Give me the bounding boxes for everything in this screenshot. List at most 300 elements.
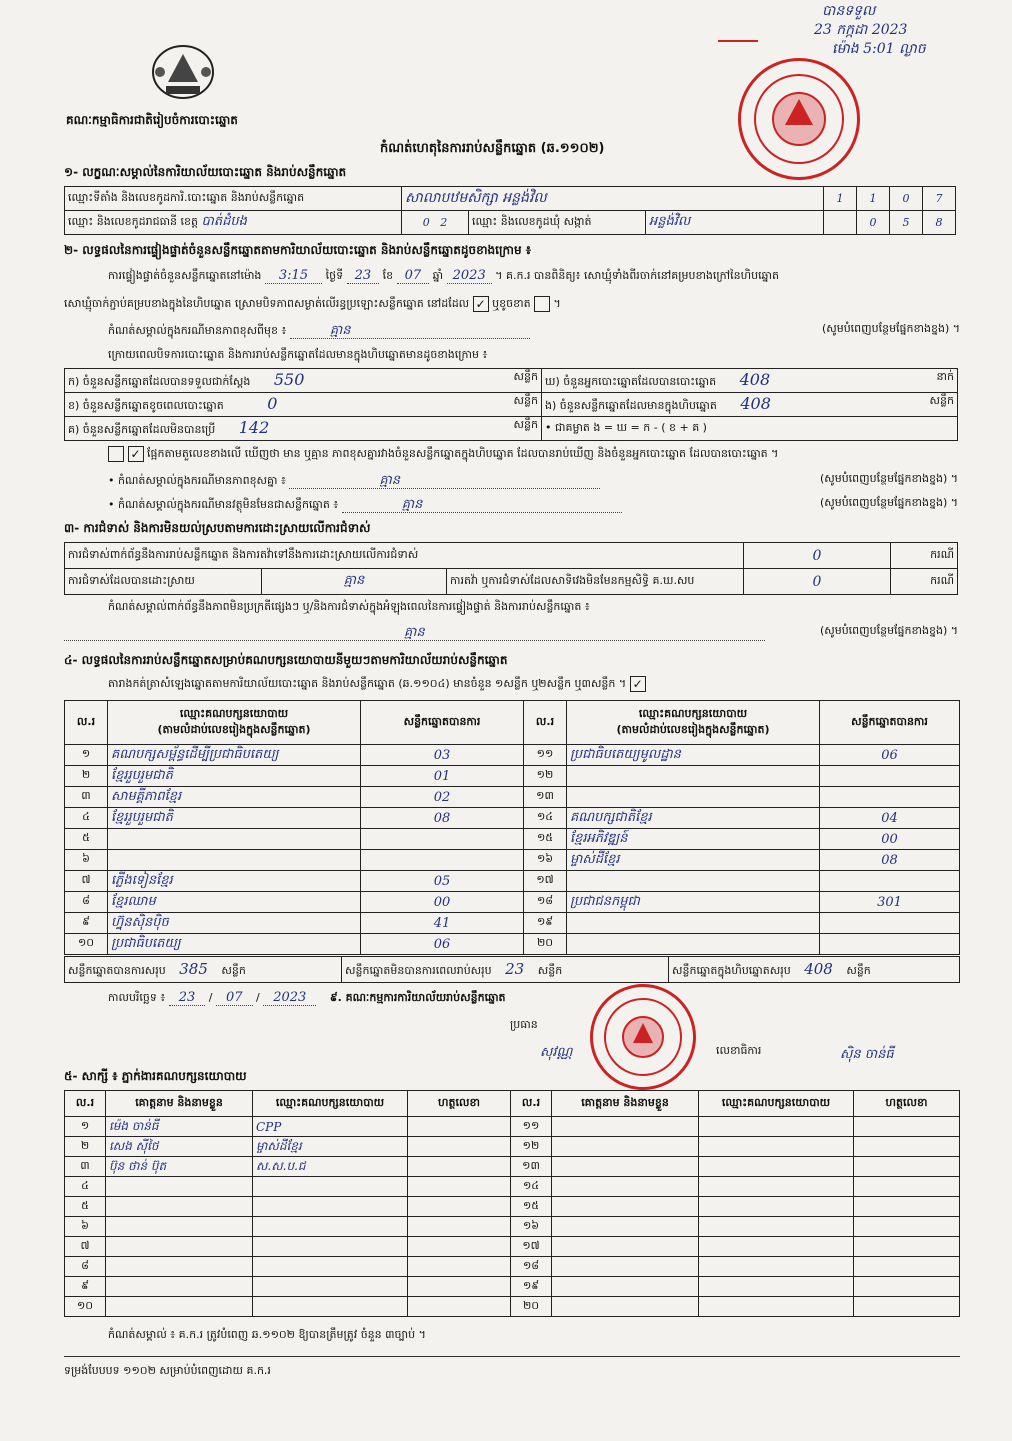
row2-code-digit: 2 [440,216,448,229]
bullet1-label: • កំណត់សម្គាល់ក្នុងករណីមានភាពខុសគ្នា ៖ [108,474,286,487]
verification-line2: សោឃ្មុំចាក់ភ្ជាប់គម្របខាងក្នុងនៃហិបឆ្នោត ស្រោមបិទភាពសម្ងាត់លើរន្ធប្រឡោះសន្លឹកឆ្នោត នៅដដែល ✓ ឬខូចខាត ។ [64,297,561,311]
valid-votes [820,871,960,892]
total-invalid-label: សន្លឹកឆ្នោតមិនបានការពេលរាប់សរុប [345,963,492,977]
total-invalid-cell [342,957,669,983]
row-number: ១៥ [524,829,567,850]
row1-digit: 1 [857,187,890,211]
witness-party [699,1217,854,1237]
date-month: 07 [216,990,253,1006]
witness-party [253,1277,408,1297]
no-discrepancy-checkbox[interactable]: ✓ [128,446,144,462]
row-number: ២០ [511,1297,552,1317]
bottom-note: កំណត់សម្គាល់ ៖ គ.ក.រ ត្រូវបំពេញ ឆ.១១០២ ឱ្យបានត្រឹមត្រូវ ចំនួន ៣ច្បាប់ ។ [108,1328,426,1341]
irregularity-remark-hint: (សូមបំពេញបន្ថែមផ្នែកខាងខ្នង) ។ [819,624,958,637]
table-row [65,745,960,766]
party-name [108,829,361,850]
row-number: ១៧ [511,1237,552,1257]
bullet1-value: គ្មាន [289,473,600,489]
party-name: ខ្មែររួបរួមជាតិ [108,808,361,829]
valid-votes [361,850,524,871]
row2-value2: អន្លង់វិល [646,211,824,235]
section4-heading: ៤- លទ្ធផលនៃការរាប់សន្លឹកឆ្នោតសម្រាប់គណបក្សនយោបាយនីមួយៗតាមការិយាល័យរាប់សន្លឹកឆ្នោត [64,653,508,667]
valid-votes: 06 [361,934,524,955]
remark1-label: កំណត់សម្គាល់ក្នុងករណីមានភាពខុសពីមុខ ៖ [108,324,287,337]
verification-time-label: ការផ្ទៀងផ្ទាត់ចំនួនសន្លឹកឆ្នោតនៅម៉ោង [108,269,262,282]
table-row [65,871,960,892]
row-number: ៨ [65,892,108,913]
table-row [65,1257,960,1277]
total-box-value: 408 [804,959,833,978]
witness-party [699,1237,854,1257]
witness-signature [408,1217,511,1237]
party-name: ប្រជាធិបតេយ្យមូលដ្ឋាន [567,745,820,766]
witness-signature [408,1257,511,1277]
section5-heading: ៥- សាក្សី ៖ ភ្នាក់ងារគណបក្សនយោបាយ [64,1069,247,1083]
witness-signature [408,1137,511,1157]
witness-name: ម៉េង ចាន់ធី [106,1117,253,1137]
row2-label2: ឈ្មោះ និងលេខកូដឃុំ សង្កាត់ [469,211,646,235]
date-label: កាលបរិច្ឆេទ ៖ [108,991,166,1004]
section1-table [64,186,956,235]
party-name [108,850,361,871]
witness-signature [408,1177,511,1197]
witness-party: ស.ស.ប.ជ [253,1157,408,1177]
received-line1: បានទទួល [822,3,876,19]
committee-stamp-icon [590,984,696,1090]
row-number: ១៨ [524,892,567,913]
witness-party [699,1197,854,1217]
table-row [65,766,960,787]
valid-votes: 00 [361,892,524,913]
intact-checkbox[interactable]: ✓ [473,296,489,312]
witness-name [552,1277,699,1297]
witness-party [699,1297,854,1317]
table-row [65,850,960,871]
has-discrepancy-checkbox[interactable] [108,446,124,462]
party-name: គណបក្សជាតិខ្មែរ [567,808,820,829]
witness-party [699,1277,854,1297]
party-name [567,871,820,892]
row2-value: បាត់ដំបង [201,214,247,229]
total-valid-label: សន្លឹកឆ្នោតបានការសរុប [68,963,166,977]
witness-signature [408,1157,511,1177]
witness-party: ម្ចាស់ដីខ្មែរ [253,1137,408,1157]
box-ballots-label: ង) ចំនួនសន្លឹកឆ្នោតដែលមានក្នុងហិបឆ្នោត [545,399,717,412]
spoiled-ballots-cell [65,393,542,417]
party-name: ខ្មែររួបរួមជាតិ [108,766,361,787]
box-ballots-cell [542,393,958,417]
verification-line2-text: សោឃ្មុំចាក់ភ្ជាប់គម្របខាងក្នុងនៃហិបឆ្នោត ស្រោមបិទភាពសម្ងាត់លើរន្ធប្រឡោះសន្លឹកឆ្នោត នៅដដែល [64,297,470,310]
party-votes-table [64,700,960,955]
table-row [65,1237,960,1257]
valid-votes [820,934,960,955]
secretary-label: លេខាធិការ [716,1044,762,1057]
total-box-label: សន្លឹកឆ្នោតក្នុងហិបឆ្នោតសរុប [672,963,791,977]
witness-party [253,1257,408,1277]
spoiled-ballots-label: ខ) ចំនួនសន្លឹកឆ្នោតខូចពេលបោះឆ្នោត [68,399,224,412]
col-party-title: ឈ្មោះគណបក្សនយោបាយ [179,706,289,720]
row2-code-digit: 0 [422,216,430,229]
verification-year: 2023 [447,268,492,284]
party-name: ម្ចាស់ដីខ្មែរ [567,850,820,871]
valid-votes [820,766,960,787]
unit-cases: ករណី [891,569,958,595]
verification-day-label: ថ្ងៃទី [325,269,344,282]
row-number: ១២ [524,766,567,787]
witness-table [64,1090,960,1317]
row-number: ៤ [65,1177,106,1197]
spoiled-ballots-value: 0 [267,394,278,413]
witness-party [253,1237,408,1257]
row-number: ១៦ [524,850,567,871]
row2-label-text: ឈ្មោះ និងលេខកូដរាជធានី ខេត្ត [68,215,198,228]
witness-name [552,1237,699,1257]
received-ballots-label: ក) ចំនួនសន្លឹកឆ្នោតដែលបានទទួលជាក់ស្តែង [68,375,251,388]
party-name: គណបក្សសម្ព័ន្ធដើម្បីប្រជាធិបតេយ្យ [108,745,361,766]
red-dash-mark [718,40,758,42]
row-number: ១១ [524,745,567,766]
party-name [567,766,820,787]
valid-votes: 01 [361,766,524,787]
row-number: ៩ [65,1277,106,1297]
voters-cell [542,369,958,393]
verification-day: 23 [347,268,380,284]
row-number: ១៣ [524,787,567,808]
count-intro: ក្រោយពេលបិទការបោះឆ្នោត និងការរាប់សន្លឹកឆ្នោតដែលមានក្នុងហិបឆ្នោតមានដូចខាងក្រោម ៖ [108,348,488,361]
row-number: ៧ [65,871,108,892]
verification-time: 3:15 [265,268,322,284]
valid-votes: 03 [361,745,524,766]
row-number: ១៧ [524,871,567,892]
row2-code2-digit: 8 [923,211,956,235]
valid-votes [820,913,960,934]
table-row [65,1157,960,1177]
bullet1-hint: (សូមបំពេញបន្ថែមផ្នែកខាងខ្នង) ។ [819,472,958,485]
witness-signature [408,1237,511,1257]
witness-party [253,1297,408,1317]
witness-party [253,1197,408,1217]
col-sign: ហត្ថលេខា [408,1091,511,1117]
row-number: ២ [65,1137,106,1157]
row-number: ១៩ [511,1277,552,1297]
valid-votes [361,829,524,850]
three-sheets-checkbox[interactable]: ✓ [630,676,646,692]
row1-value: សាលាបឋមសិក្សា អន្លង់វិល [402,187,824,211]
row1-label: ឈ្មោះទីតាំង និងលេខកូដការិ.បោះឆ្នោត និងរាប់សន្លឹកឆ្នោត [65,187,402,211]
unused-ballots-cell [65,417,542,441]
bullet2-label: • កំណត់សម្គាល់ក្នុងករណីមានវត្ថុមិនមែនជាសន្លឹកឆ្នោត ៖ [108,498,339,511]
objection-row1-value: 0 [744,543,891,569]
witness-name [552,1117,699,1137]
witness-name [552,1177,699,1197]
valid-votes: 301 [820,892,960,913]
date-line: កាលបរិច្ឆេទ ៖ 23 / 07 / 2023 ៩. គណៈកម្មការការិយាល័យរាប់សន្លឹកឆ្នោត [108,990,506,1005]
witness-signature [408,1277,511,1297]
unit-sheet: សន្លឹក [513,370,538,383]
party-name: ហ្វ៊ុនស៊ិនប៉ិច [108,913,361,934]
row-number: ១ [65,1117,106,1137]
col-sign: ហត្ថលេខា [854,1091,960,1117]
totals-table [64,956,960,983]
table-row [65,829,960,850]
col-party [567,701,820,745]
witness-signature [854,1257,960,1277]
party-name: ប្រជាជនកម្ពុជា [567,892,820,913]
total-valid-value: 385 [179,959,208,978]
witness-name [552,1217,699,1237]
row-number: ១១ [511,1117,552,1137]
witness-name [106,1257,253,1277]
valid-votes: 06 [820,745,960,766]
chair-label: ប្រធាន [510,1018,538,1031]
voters-label: ឃ) ចំនួនអ្នកបោះឆ្នោតដែលបានបោះឆ្នោត [545,375,717,388]
row-number: ៩ [65,913,108,934]
row1-digit: 7 [923,187,956,211]
witness-name [552,1257,699,1277]
col-party-title: ឈ្មោះគណបក្សនយោបាយ [638,706,748,720]
row-number: ១៣ [511,1157,552,1177]
witness-name [106,1177,253,1197]
row-number: ៨ [65,1257,106,1277]
witness-name [106,1297,253,1317]
witness-signature [854,1297,960,1317]
witness-name [106,1277,253,1297]
col-party: ឈ្មោះគណបក្សនយោបាយ [253,1091,408,1117]
section1-heading: ១- លក្ខណៈសម្គាល់នៃការិយាល័យបោះឆ្នោត និងរាប់សន្លឹកឆ្នោត [64,165,347,179]
bullet2-hint: (សូមបំពេញបន្ថែមផ្នែកខាងខ្នង) ។ [819,496,958,509]
row2-code2-digit: 5 [890,211,923,235]
table-row [65,1177,960,1197]
witness-signature [854,1217,960,1237]
table-row [65,1137,960,1157]
witness-party [699,1177,854,1197]
row-number: ៦ [65,850,108,871]
tally-sheets-line [108,676,646,693]
col-party [108,701,361,745]
row-number: ១៤ [511,1177,552,1197]
witness-party [699,1137,854,1157]
valid-votes: 41 [361,913,524,934]
official-stamp-icon [738,58,860,180]
committee-label: ៩. គណៈកម្មការការិយាល័យរាប់សន្លឹកឆ្នោត [329,991,506,1004]
total-invalid-value: 23 [505,959,525,978]
row-number: ១០ [65,1297,106,1317]
unit-sheet: សន្លឹក [846,963,871,977]
discrepancy-check-text: ផ្អែកតាមតួលេខខាងលើ ឃើញថា មាន ឬគ្មាន ភាពខុសគ្នារវាងចំនួនសន្លឹកឆ្នោតក្នុងហិបឆ្នោត ដែលបានរាប់ឃើញ និងចំនួនអ្នកបោះឆ្នោត ដែលបានបោះឆ្នោត ។ [147,447,779,460]
table-row [65,892,960,913]
row1-digit: 0 [890,187,923,211]
witness-name [552,1157,699,1177]
valid-votes: 05 [361,871,524,892]
total-box-cell [669,957,960,983]
row-number: ១៨ [511,1257,552,1277]
witness-signature [854,1197,960,1217]
witness-signature [854,1117,960,1137]
form-footer: ទម្រង់បែបបទ ១១០២ សម្រាប់បំពេញដោយ គ.ក.រ [64,1364,271,1377]
unit-sheet: សន្លឹក [537,963,563,977]
row-number: ៣ [65,787,108,808]
discrepancy-check-line [108,446,778,463]
remark1-value: គ្មាន [290,323,531,339]
section2-heading: ២- លទ្ធផលនៃការផ្ទៀងផ្ទាត់ចំនួនសន្លឹកឆ្នោតតាមការិយាល័យបោះឆ្នោត និងរាប់សន្លឹកឆ្នោតដូចខាងក្រោម ៖ [64,243,532,257]
form-title: កំណត់ហេតុនៃការរាប់សន្លឹកឆ្នោត (ឆ.១១០២) [380,141,605,156]
witness-name [106,1217,253,1237]
table-row [65,1197,960,1217]
objection-row2-label: ការជំទាស់ដែលបានដោះស្រាយ [65,569,262,595]
witness-name: ប៊ុន ថាន់ ប៊ុត [106,1157,253,1177]
remark1-line [108,322,960,341]
witness-name [106,1237,253,1257]
voters-value: 408 [739,370,771,389]
col-no: ល.រ [511,1091,552,1117]
witness-signature [408,1117,511,1137]
table-row [65,1297,960,1317]
unit-person: នាក់ [936,370,954,383]
party-name [567,913,820,934]
section3-heading: ៣- ការជំទាស់ និងការមិនយល់ស្របតាមការដោះស្រាយលើការជំទាស់ [64,521,371,535]
row1-digit: 1 [824,187,857,211]
irregularity-remark-line [64,624,958,643]
secretary-signature: ស៊ិន ចាន់ធី [840,1047,894,1062]
objection-table [64,542,958,595]
ballot-count-table [64,368,958,441]
row-number: ៣ [65,1157,106,1177]
organization-name: គណៈកម្មាធិការជាតិរៀបចំការបោះឆ្នោត [66,113,238,127]
witness-signature [854,1237,960,1257]
received-ballots-value: 550 [273,370,305,389]
objection-row1-label: ការជំទាស់ពាក់ព័ន្ធនឹងការរាប់សន្លឹកឆ្នោត និងការតវ៉ាទៅនឹងការដោះស្រាយលើការជំទាស់ [65,543,744,569]
party-name: ខ្មែរឈាម [108,892,361,913]
table-row [65,934,960,955]
valid-votes: 08 [361,808,524,829]
witness-party: CPP [253,1117,408,1137]
row-number: ១ [65,745,108,766]
verification-line1-tail: ។ គ.ក.រ បានពិនិត្យ៖ សោឃ្មុំទាំងពីរចាក់នៅគម្របខាងក្រៅនៃហិបឆ្នោត [495,269,780,282]
received-line3: ម៉ោង 5:01 ល្ងាច [832,41,926,57]
row-number: ៥ [65,1197,106,1217]
witness-name: សេង ស៊ីថៃ [106,1137,253,1157]
valid-votes: 08 [820,850,960,871]
row-number: ៤ [65,808,108,829]
col-votes: សន្លឹកឆ្នោតបានការ [361,701,524,745]
witness-signature [854,1157,960,1177]
objection-row2-value2: 0 [744,569,891,595]
col-votes: សន្លឹកឆ្នោតបានការ [820,701,960,745]
received-line2: 23 កក្កដា 2023 [814,22,908,38]
total-valid-cell [65,957,342,983]
footer-divider [64,1356,960,1357]
witness-party [699,1117,854,1137]
bullet2-line [108,496,958,515]
row-number: ១៤ [524,808,567,829]
unit-sheet: សន្លឹក [929,394,954,407]
date-day: 23 [169,990,206,1006]
row-number: ៦ [65,1217,106,1237]
table-row [65,808,960,829]
remark1-hint: (សូមបំពេញបន្ថែមផ្នែកខាងខ្នង) ។ [821,322,960,335]
table-row [65,1277,960,1297]
row-number: ១០ [65,934,108,955]
valid-votes: 04 [820,808,960,829]
witness-party [253,1177,408,1197]
box-ballots-value: 408 [740,394,771,413]
row-number: ១២ [511,1137,552,1157]
witness-name [552,1137,699,1157]
received-ballots-cell [65,369,542,393]
row-number: ៧ [65,1237,106,1257]
row-number: ២ [65,766,108,787]
bullet1-line [108,472,958,491]
col-party-sub: (តាមលំដាប់លេខរៀងក្នុងសន្លឹកឆ្នោត) [616,722,770,736]
table-row [65,1117,960,1137]
irregularity-remark-value: គ្មាន [64,625,765,641]
witness-signature [854,1277,960,1297]
party-name [567,787,820,808]
damaged-checkbox[interactable] [534,296,550,312]
col-no: ល.រ [524,701,567,745]
witness-name [552,1297,699,1317]
party-name: ភ្លើងទៀនខ្មែរ [108,871,361,892]
row-number: ២០ [524,934,567,955]
row2-empty-cell [824,211,857,235]
row-number: ១៩ [524,913,567,934]
witness-signature [854,1177,960,1197]
row-number: ៥ [65,829,108,850]
valid-votes [820,787,960,808]
verification-month: 07 [397,268,430,284]
bullet2-value: គ្មាន [342,497,623,513]
verification-line1 [108,268,958,285]
formula: • ជាគម្លាត ង = ឃ = ក - ( ខ + គ ) [542,417,958,441]
date-year: 2023 [263,990,316,1006]
unit-sheet: សន្លឹក [513,394,538,407]
row-number: ១៥ [511,1197,552,1217]
row2-code2-digit: 0 [857,211,890,235]
table-row [65,787,960,808]
witness-name [106,1197,253,1217]
chair-signature: សុវណ្ណ [540,1045,573,1060]
col-name: គោត្តនាម និងនាមខ្លួន [106,1091,253,1117]
unused-ballots-label: គ) ចំនួនសន្លឹកឆ្នោតដែលមិនបានប្រើ [68,423,216,436]
received-note [814,2,972,59]
witness-party [699,1257,854,1277]
col-no: ល.រ [65,1091,106,1117]
unused-ballots-value: 142 [238,418,270,437]
row2-label [65,211,402,235]
col-no: ល.រ [65,701,108,745]
verification-month-label: ខែ [382,269,394,282]
table-row [65,1217,960,1237]
row2-code-digits [402,211,469,235]
valid-votes: 02 [361,787,524,808]
party-name [567,934,820,955]
valid-votes: 00 [820,829,960,850]
damaged-label: ឬខូចខាត [492,297,531,310]
witness-signature [408,1197,511,1217]
verification-year-label: ឆ្នាំ [432,269,444,282]
objection-row2-value: គ្មាន [262,569,447,595]
col-party: ឈ្មោះគណបក្សនយោបាយ [699,1091,854,1117]
witness-party [253,1217,408,1237]
witness-signature [408,1297,511,1317]
witness-signature [854,1137,960,1157]
witness-name [552,1197,699,1217]
col-name: គោត្តនាម និងនាមខ្លួន [552,1091,699,1117]
party-name: ប្រជាធិបតេយ្យ [108,934,361,955]
witness-party [699,1157,854,1177]
table-row [65,913,960,934]
col-party-sub: (តាមលំដាប់លេខរៀងក្នុងសន្លឹកឆ្នោត) [157,722,311,736]
